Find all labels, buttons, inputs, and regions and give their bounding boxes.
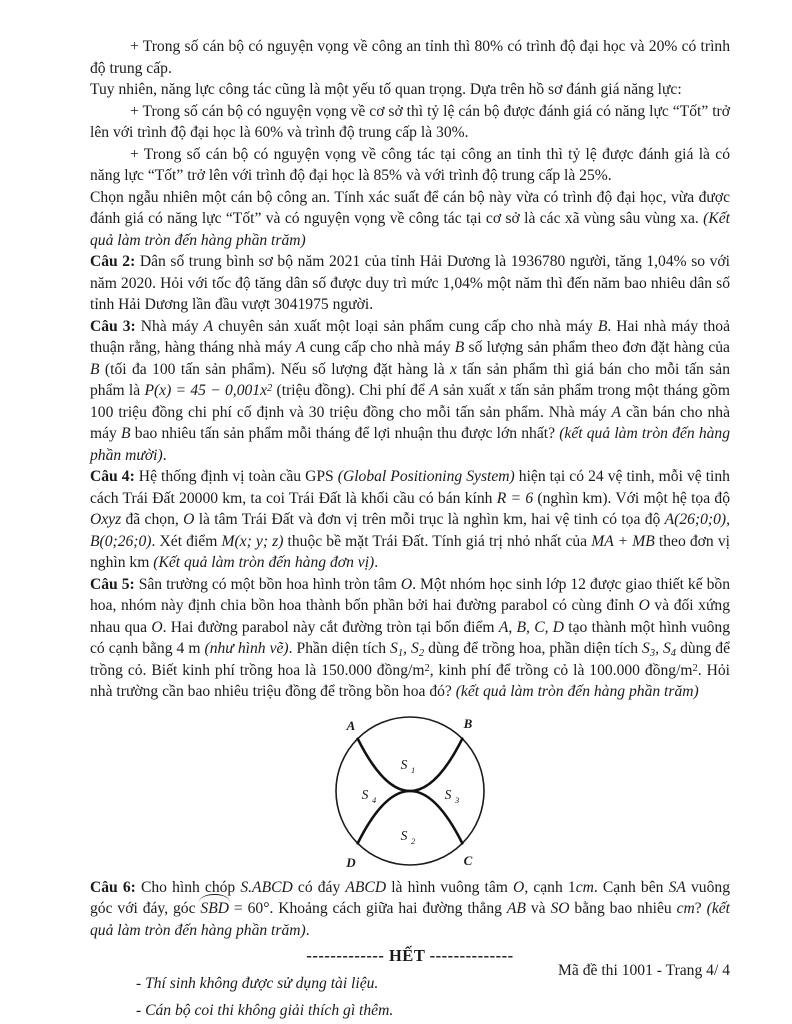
label-region-s2-index: 2 (411, 835, 416, 846)
question-3 (90, 316, 730, 467)
text-run: . (162, 446, 167, 464)
text-run: bao nhiêu tấn sản phẩm mỗi tháng để lợi nhuận thu được lớn nhất? (130, 425, 560, 442)
label-region-s4: S (361, 786, 369, 802)
text-run: . Hỏi nhà trường cần bao nhiêu triệu đồng để trồng bồn hoa đó? (90, 661, 731, 700)
label-region-s1-index: 1 (411, 764, 416, 775)
text-run: MA + MB (591, 532, 655, 550)
text-run: O (183, 511, 195, 528)
text-run: Câu 2: (90, 253, 136, 270)
label-corner-b: B (463, 715, 473, 731)
text-run: x (450, 360, 457, 378)
text-run: Sân trường có một bồn hoa hình tròn tâm (134, 575, 401, 593)
text-run: O (151, 618, 163, 636)
text-run: (triệu đồng). Chi phí để (272, 382, 430, 399)
text-run: x (499, 382, 507, 399)
text-run: 3 (649, 648, 656, 659)
label-region-s4-index: 4 (372, 794, 377, 805)
label-corner-c: C (463, 852, 473, 868)
text-run: O (513, 878, 525, 896)
text-run: B (597, 317, 608, 335)
text-run: (nghìn km). Với một hệ tọa độ (533, 489, 730, 507)
question-2 (90, 251, 730, 316)
text-run: có đáy (292, 878, 346, 896)
text-run: . (374, 554, 379, 571)
text-run: SA (668, 878, 686, 896)
text-run: SBD (200, 898, 229, 920)
question-6 (90, 877, 730, 942)
text-run: tấn sản phẩm thì giá bán cho mỗi tấn sản phẩm là (90, 360, 730, 399)
question-4 (90, 466, 730, 574)
text-run: đã chọn, (121, 511, 184, 528)
text-run: và đối xứng nhau qua (90, 597, 730, 636)
text-run: . Hai đường parabol này cắt đường tròn tại bốn điểm (162, 618, 499, 636)
text-run: , kinh phí để trồng cỏ là 100.000 đồng/m (429, 661, 693, 679)
text-run: , S (655, 640, 671, 657)
text-run: A(26;0;0), B(0;26;0) (90, 511, 731, 550)
text-run: 4 (670, 648, 677, 659)
text-run: cung cấp cho nhà máy (305, 339, 455, 356)
text-run: + Trong số cán bộ có nguyện vọng về cơ sở thì tỷ lệ cán bộ được đánh giá có năng lực “Tốt” trở lên với trình độ đại học là 60% và trình độ trung cấp là 30%. (90, 102, 730, 141)
label-region-s3: S (444, 786, 452, 802)
text-run: . Xét điểm (151, 532, 222, 550)
text-run: cần bán cho nhà máy (90, 403, 730, 442)
text-run: A (429, 382, 439, 399)
text-run: (Kết quả làm tròn đến hàng phần trăm) (90, 210, 730, 249)
flowerbed-diagram (325, 711, 495, 873)
text-run: B (454, 339, 465, 356)
text-run: M(x; y; z) (221, 532, 284, 550)
text-run: số lượng sản phẩm theo đơn đặt hàng của (464, 339, 730, 356)
text-run: 2 (267, 383, 273, 394)
upper-parabola (358, 738, 463, 790)
text-run: Tuy nhiên, năng lực công tác cũng là một yếu tố quan trọng. Dựa trên hồ sơ đánh giá năng lực: (90, 81, 682, 98)
text-run: Câu 6: (90, 878, 136, 896)
text-run: ------------- HẾT -------------- (306, 946, 514, 965)
text-run: (kết quả làm tròn đến hàng phần mười) (90, 425, 730, 464)
bullet-canbo-congan-tinh (90, 36, 730, 79)
page-footer: Mã đề thi 1001 - Trang 4/ 4 (558, 962, 730, 979)
text-run: . Một nhóm học sinh lớp 12 được giao thiết kế bồn hoa, nhóm này định chia bồn hoa thành bốn phần bởi hai đường parabol có cùng đỉnh (90, 575, 730, 614)
text-run: bằng bao nhiêu (569, 900, 677, 917)
text-run: thuộc bề mặt Trái Đất. Tính giá trị nhỏ nhất của (283, 532, 592, 550)
text-run: cm (676, 900, 695, 917)
text-run: . Hai nhà máy thoả thuận rằng, hàng tháng nhà máy (90, 317, 731, 356)
text-run: hiện tại có 24 vệ tinh, mỗi vệ tinh cách Trái Đất 20000 km, ta coi Trái Đất là khối cầu có bán kính (90, 468, 730, 507)
text-run: A (295, 339, 306, 356)
text-run: = 60°. Khoảng cách giữa hai đường thẳng (229, 900, 507, 917)
label-region-s3-index: 3 (455, 794, 460, 805)
text-run: + Trong số cán bộ có nguyện vọng về công tác tại công an tỉnh thì tỷ lệ được đánh giá là có năng lực “Tốt” trở lên với trình độ đại học là 85% và với trình độ trung cấp là 25%. (90, 145, 730, 184)
text-run: Chọn ngẫu nhiên một cán bộ công an. Tính xác suất để cán bộ này vừa có trình độ đại học, vừa được đánh giá có năng lực “Tốt” và có nguyện vọng về công tác tại cơ sở là các xã vùng sâu vùng xa. (90, 188, 730, 227)
label-region-s1: S (400, 756, 408, 772)
text-run: dùng để trồng cỏ. Biết kinh phí trồng hoa là 150.000 đồng/m (90, 640, 730, 679)
text-run: theo đơn vị nghìn km (90, 532, 730, 571)
text-run: ABCD (345, 878, 387, 896)
text-run: R = 6 (496, 489, 534, 507)
text-run: A (611, 403, 622, 421)
para-nang-luc (90, 79, 730, 101)
text-run: (kết quả làm tròn đến hàng phần trăm) (90, 900, 730, 939)
text-run: SO (550, 900, 570, 917)
text-run: A, B, C, D (498, 618, 565, 636)
bullet-co-so (90, 101, 730, 144)
text-run: cm (575, 878, 594, 896)
text-run: Hệ thống định vị toàn cầu GPS (134, 468, 338, 485)
text-run: (tối đa 100 tấn sản phẩm). Nếu số lượng đặt hàng là (99, 360, 451, 378)
text-run: là tâm Trái Đất và đơn vị trên mỗi trục là nghìn km, hai vệ tinh có tọa độ (194, 511, 665, 528)
text-run: O (638, 597, 650, 614)
text-run: 2 (424, 662, 430, 674)
text-run: Câu 5: (90, 575, 135, 593)
para-chon-ngau-nhien (90, 187, 730, 252)
text-run: 2 (692, 662, 698, 674)
text-run: sản xuất (438, 382, 500, 399)
text-run: là hình vuông tâm (386, 878, 514, 896)
text-run: B (90, 360, 100, 378)
text-run: P(x) = 45 − 0,001x (144, 382, 268, 399)
text-run: 2 (418, 648, 425, 659)
text-run: Nhà máy (135, 317, 204, 335)
text-run: . Cạnh bên (593, 878, 669, 896)
text-run: Dân số trung bình sơ bộ năm 2021 của tỉnh Hải Dương là 1936780 người, tăng 1,04% so với năm 2020. Hỏi với tốc độ tăng dân số được duy trì mức 1,04% một năm thì đến năm bao nhiêu dân số tỉnh Hải Dương lần đầu vượt 3041975 người. (90, 253, 730, 313)
text-run: (như hình vẽ) (204, 640, 289, 657)
document-body-top (90, 36, 730, 703)
question-5 (90, 574, 730, 703)
text-run: + Trong số cán bộ có nguyện vọng về công an tỉnh thì 80% có trình độ đại học và 20% có trình độ trung cấp. (90, 38, 730, 77)
text-run: - Cán bộ coi thi không giải thích gì thêm. (136, 1002, 394, 1019)
text-run: Oxyz (90, 511, 122, 528)
text-run: và (525, 900, 551, 917)
text-run: (Global Positioning System) (337, 468, 515, 485)
text-run: . Phần diện tích (288, 640, 391, 657)
text-run: tấn sản phẩm trong một tháng gồm 100 triệu đồng chi phí cố định và 30 triệu đồng cho mỗi tấn sản phẩm. Nhà máy (90, 382, 730, 421)
note-can-bo (136, 1000, 730, 1022)
text-run: Câu 3: (90, 317, 136, 335)
text-run: . (305, 921, 310, 939)
text-run: Câu 4: (90, 468, 135, 485)
text-run: dùng để trồng hoa, phần diện tích (424, 640, 643, 657)
text-run: chuyên sản xuất một loại sản phẩm cung cấp cho nhà máy (213, 317, 598, 335)
text-run: A (203, 317, 214, 335)
label-region-s2: S (400, 827, 408, 843)
text-run: , cạnh 1 (524, 878, 576, 896)
document-body-bottom (90, 877, 730, 1022)
text-run: Cho hình chóp (135, 878, 241, 896)
text-run: 1 (397, 648, 404, 659)
label-corner-d: D (346, 854, 356, 870)
text-run: B (121, 425, 131, 442)
text-run: S (390, 640, 398, 657)
text-run: O (400, 575, 413, 593)
text-run: S.ABCD (240, 878, 293, 896)
text-run: , S (403, 640, 419, 657)
text-run: - Thí sinh không được sử dụng tài liệu. (136, 974, 379, 992)
figure-container (90, 711, 730, 873)
text-run: (kết quả làm tròn đến hàng phần trăm) (455, 683, 699, 700)
text-run: ? (694, 900, 707, 917)
text-run: vuông góc với đáy, góc (90, 878, 730, 917)
text-run: (Kết quả làm tròn đến hàng đơn vị) (153, 554, 375, 571)
text-run: AB (506, 900, 526, 917)
text-run: S (642, 640, 650, 657)
bullet-cong-tac-tinh (90, 144, 730, 187)
label-corner-a: A (346, 717, 356, 733)
text-run: tạo thành một hình vuông có cạnh bằng 4 m (90, 618, 731, 657)
